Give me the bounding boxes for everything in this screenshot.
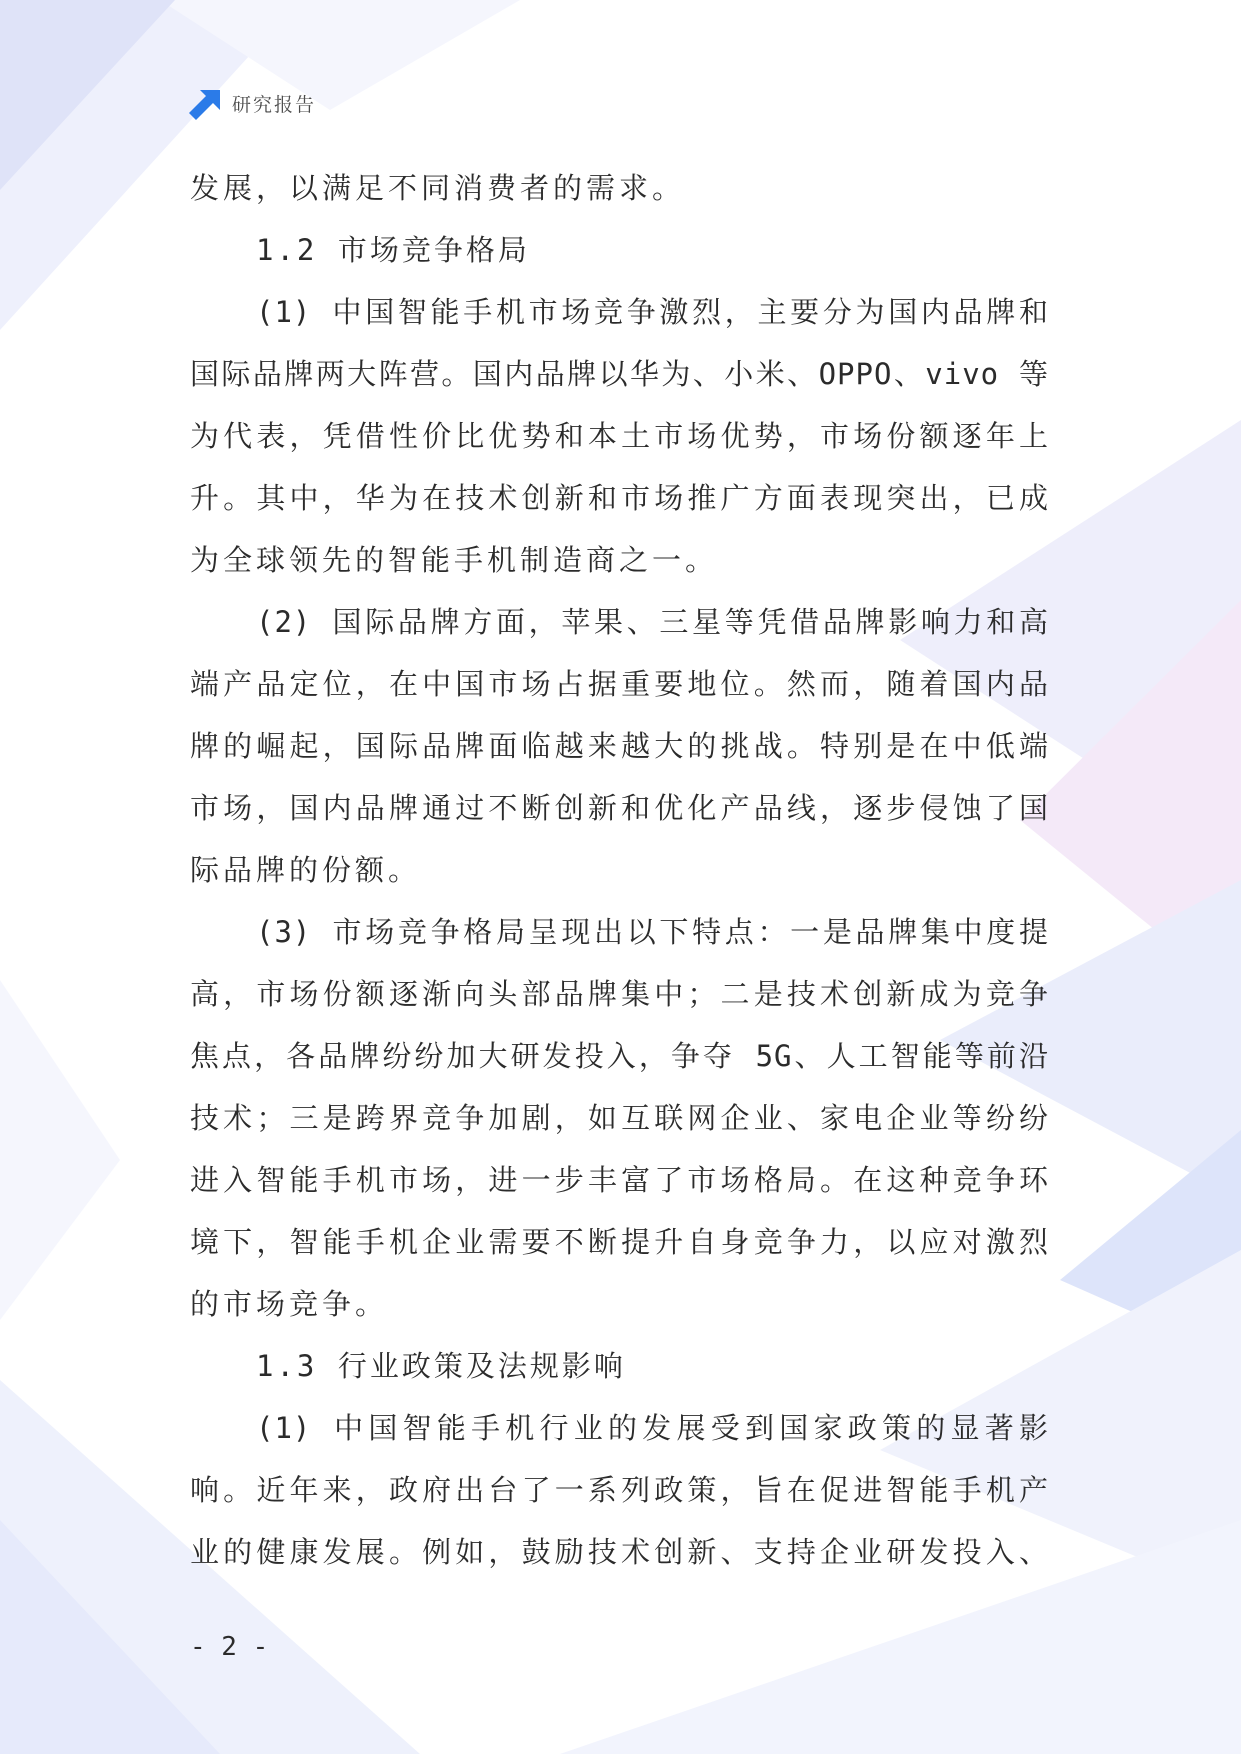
body-line: 的市场竞争。 [190,1287,389,1321]
body-line: 升。其中，华为在技术创新和市场推广方面表现突出，已成 [190,481,1049,515]
body-line: 响。近年来，政府出台了一系列政策，旨在促进智能手机产 [190,1473,1049,1507]
body-line: (2) 国际品牌方面，苹果、三星等凭借品牌影响力和高 [256,605,1049,639]
body-line: 高，市场份额逐渐向头部品牌集中；二是技术创新成为竞争 [190,977,1049,1011]
body-line: 牌的崛起，国际品牌面临越来越大的挑战。特别是在中低端 [190,729,1049,763]
body-line: (1) 中国智能手机市场竞争激烈，主要分为国内品牌和 [256,295,1049,329]
body-line: (3) 市场竞争格局呈现出以下特点：一是品牌集中度提 [256,915,1049,949]
body-line: 为代表，凭借性价比优势和本土市场优势，市场份额逐年上 [190,419,1049,453]
header-title: 研究报告 [232,94,317,116]
body-line: 市场，国内品牌通过不断创新和优化产品线，逐步侵蚀了国 [190,791,1049,825]
body-line: 焦点，各品牌纷纷加大研发投入，争夺 5G、人工智能等前沿 [190,1039,1049,1073]
body-line: 国际品牌两大阵营。国内品牌以华为、小米、OPPO、vivo 等 [190,357,1049,391]
page-number: - 2 - [190,1632,269,1662]
body-line: 业的健康发展。例如，鼓励技术创新、支持企业研发投入、 [190,1535,1049,1569]
body-line: 技术；三是跨界竞争加剧，如互联网企业、家电企业等纷纷 [190,1101,1049,1135]
body-line: 进入智能手机市场，进一步丰富了市场格局。在这种竞争环 [190,1163,1049,1197]
body-line: 发展，以满足不同消费者的需求。 [190,171,686,205]
arrow-up-right-icon [188,89,221,122]
section-heading: 1.2 市场竞争格局 [256,233,530,267]
body-line: 际品牌的份额。 [190,853,422,887]
section-heading: 1.3 行业政策及法规影响 [256,1349,626,1383]
body-line: (1) 中国智能手机行业的发展受到国家政策的显著影 [256,1411,1049,1445]
body-line: 端产品定位，在中国市场占据重要地位。然而，随着国内品 [190,667,1049,701]
body-line: 境下，智能手机企业需要不断提升自身竞争力，以应对激烈 [190,1225,1049,1259]
body-line: 为全球领先的智能手机制造商之一。 [190,543,719,577]
